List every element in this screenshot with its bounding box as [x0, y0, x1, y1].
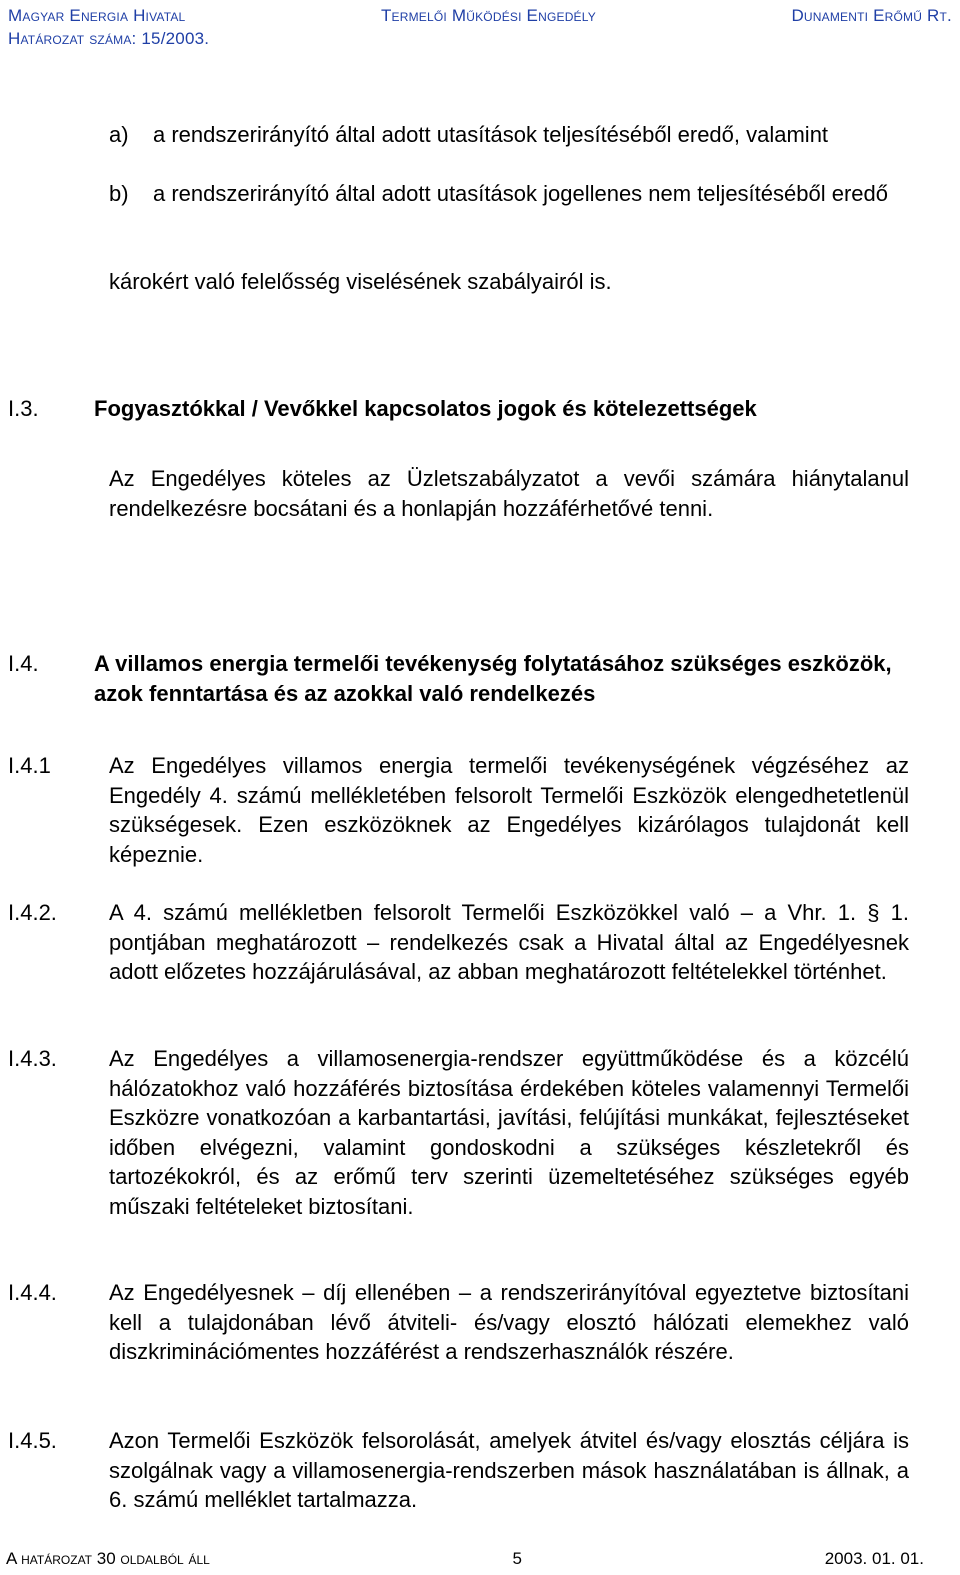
section-number-i4: I.4.: [8, 651, 39, 676]
item-number: I.4.2.: [8, 900, 57, 925]
footer-date: 2003. 01. 01.: [824, 1549, 924, 1568]
item-text: Az Engedélyes villamos energia termelői tevékenységének végzéséhez az Engedély 4. számú mellékletében felsorolt Termelői Eszközök elengedhetetlenül szükségesek. Ezen eszközöknek az Engedélyes kizárólagos tulajdonát kell képeznie.: [109, 753, 909, 867]
item-text: Azon Termelői Eszközök felsorolását, amelyek átvitel és/vagy elosztás céljára is szolgálnak vagy a villamosenergia-rendszerben mások használatában is állnak, a 6. számú melléklet tartalmazza.: [109, 1428, 909, 1512]
page-header: [8, 4, 952, 50]
section-title-i3: Fogyasztókkal / Vevőkkel kapcsolatos jogok és kötelezettségek: [94, 396, 757, 421]
list-item-a: a rendszerirányító által adott utasítások teljesítéséből eredő, valamint: [153, 122, 829, 147]
item-number: I.4.5.: [8, 1428, 57, 1453]
item-number: I.4.1: [8, 753, 51, 778]
list-item-b: a rendszerirányító által adott utasítások jogellenes nem teljesítéséből eredő: [153, 181, 888, 206]
section-title-i4: A villamos energia termelői tevékenység folytatásához szükséges eszközök, azok fenntartása és az azokkal való rendelkezés: [94, 651, 892, 706]
section-body-i3: Az Engedélyes köteles az Üzletszabályzatot a vevői számára hiánytalanul rendelkezésre bocsátani és a honlapján hozzáférhetővé tenni.: [109, 466, 909, 521]
item-number: I.4.4.: [8, 1280, 57, 1305]
page-footer: [6, 1548, 924, 1570]
item-text: Az Engedélyesnek – díj ellenében – a rendszerirányítóval egyeztetve biztosítani kell a tulajdonában lévő átviteli- és/vagy elosztó hálózati elemekhez való diszkriminációmentes hozzáférést a rendszerhasználók részére.: [109, 1280, 909, 1364]
footer-page-number: 5: [512, 1549, 522, 1568]
intro-tail: károkért való felelősség viselésének szabályairól is.: [109, 269, 612, 294]
list-label-b: b): [109, 181, 129, 206]
section-number-i3: I.3.: [8, 396, 39, 421]
item-number: I.4.3.: [8, 1046, 57, 1071]
list-label-a: a): [109, 122, 129, 147]
footer-page-count: A határozat 30 oldalból áll: [6, 1549, 210, 1568]
header-decision-number: Határozat száma: 15/2003.: [8, 29, 210, 48]
header-authority: Magyar Energia Hivatal: [8, 6, 186, 25]
item-text: Az Engedélyes a villamosenergia-rendszer együttműködése és a közcélú hálózatokhoz való hozzáférés biztosítása érdekében köteles valamennyi Termelői Eszközre vonatkozóan a karbantartási, javítási, felújítási munkákat, fejlesztéseket időben elvégezni, valamint gondoskodni a szükséges készletekről és tartozékokról, és az erőmű terv szerinti üzemeltetéséhez szükséges egyéb műszaki feltételeket biztosítani.: [109, 1046, 909, 1219]
header-company: Dunamenti Erőmű Rt.: [791, 6, 952, 25]
header-license: Termelői Működési Engedély: [380, 6, 596, 25]
item-text: A 4. számú mellékletben felsorolt Termelői Eszközökkel való – a Vhr. 1. § 1. pontjában meghatározott – rendelkezés csak a Hivatal által az Engedélyesnek adott előzetes hozzájárulásával, az abban meghatározott feltételekkel történhet.: [109, 900, 909, 984]
